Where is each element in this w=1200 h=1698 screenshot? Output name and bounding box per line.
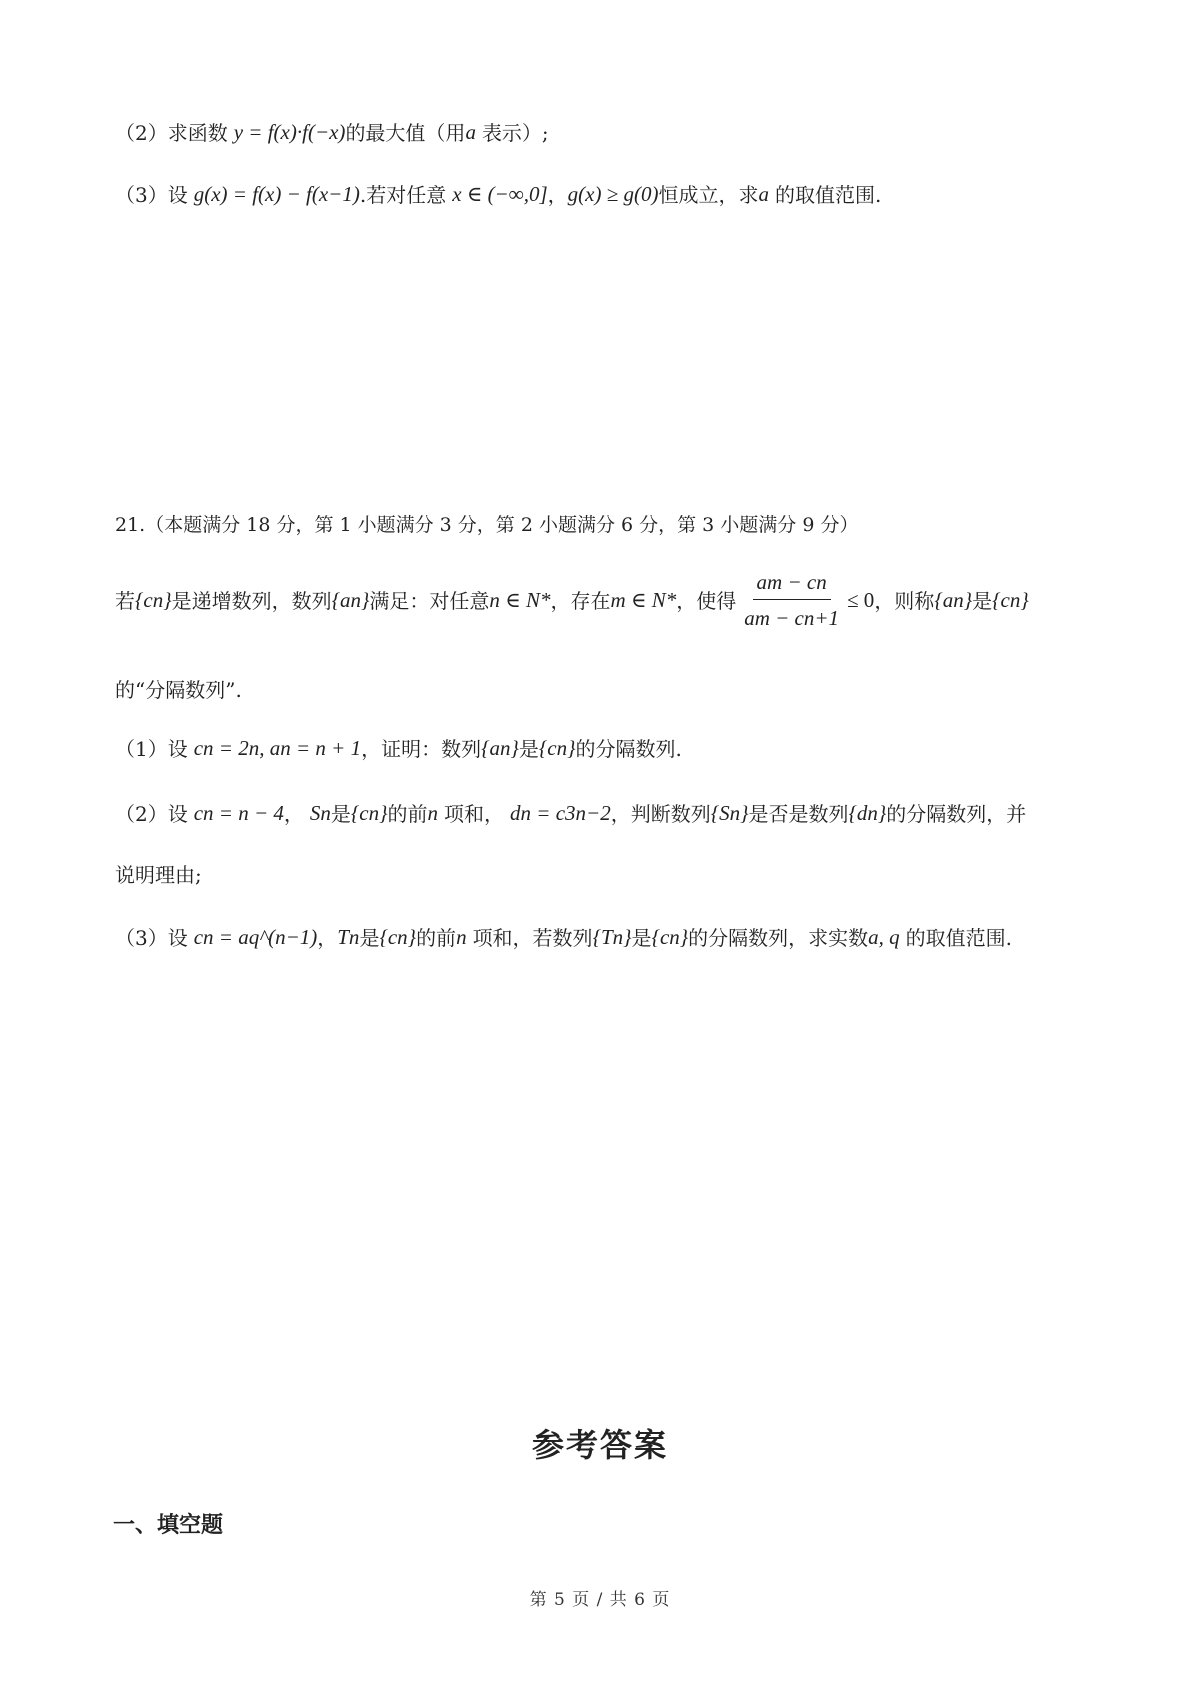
part-label: （1） bbox=[115, 736, 168, 761]
q21-definition bbox=[115, 572, 1029, 629]
text: 满足：对任意 bbox=[369, 588, 490, 613]
q21-part3 bbox=[115, 927, 1012, 948]
text: 若 bbox=[115, 588, 135, 613]
math-expr: m ∈ N* bbox=[610, 588, 677, 612]
text: ， bbox=[547, 182, 568, 207]
text: .若对任意 bbox=[359, 182, 447, 207]
q20-part2 bbox=[115, 122, 549, 143]
text: 项和， bbox=[444, 801, 505, 826]
math-expr: y = f(x)·f(−x) bbox=[233, 120, 346, 144]
math-set: {an} bbox=[481, 736, 519, 760]
q21-header bbox=[115, 516, 858, 535]
fraction-numerator: am − cn bbox=[753, 572, 831, 600]
page-footer: 第 5 页 / 共 6 页 bbox=[529, 1590, 671, 1610]
math-var: n bbox=[456, 925, 467, 949]
math-expr: cn = 2n, an = n + 1 bbox=[193, 736, 362, 760]
math-set: {an} bbox=[331, 588, 370, 612]
text: ，证明：数列 bbox=[361, 736, 482, 761]
q21-part2 bbox=[115, 803, 1026, 824]
text: ， bbox=[283, 801, 304, 826]
text: 的“分隔数列”. bbox=[115, 678, 242, 702]
text: ，存在 bbox=[550, 588, 611, 613]
text: 恒成立，求 bbox=[658, 182, 759, 207]
text: 是 bbox=[359, 925, 380, 950]
text: 的分隔数列，求实数 bbox=[688, 925, 869, 950]
q21-definition-cont bbox=[115, 680, 242, 700]
text: 的前 bbox=[416, 925, 457, 950]
math-expr: n ∈ N* bbox=[489, 588, 551, 612]
math-set: {an} bbox=[934, 588, 973, 612]
text: 的前 bbox=[387, 801, 428, 826]
text: 求函数 bbox=[167, 120, 228, 145]
text: 的取值范围. bbox=[774, 182, 882, 207]
math-set: {cn} bbox=[651, 925, 689, 949]
math-set: {cn} bbox=[379, 925, 417, 949]
math-var: a bbox=[465, 120, 476, 144]
q21-part2-cont bbox=[115, 865, 202, 885]
text: 设 bbox=[167, 182, 188, 207]
text: 表示）; bbox=[481, 120, 549, 145]
math-var: Sn bbox=[309, 801, 331, 825]
q21-part1 bbox=[115, 738, 682, 759]
text: 的分隔数列. bbox=[575, 736, 682, 761]
math-set: {cn} bbox=[135, 588, 172, 612]
text: 是否是数列 bbox=[748, 801, 849, 826]
part-label: （3） bbox=[115, 182, 168, 207]
text: 是 bbox=[518, 736, 539, 761]
answers-title: 参考答案 bbox=[531, 1426, 668, 1464]
text: 设 bbox=[167, 801, 188, 826]
math-expr: x ∈ (−∞,0] bbox=[452, 182, 548, 206]
section-heading: 一、填空题 bbox=[113, 1512, 224, 1538]
math-set: {Tn} bbox=[592, 925, 632, 949]
fraction-denominator: am − cn+1 bbox=[744, 606, 840, 630]
text: ，则称 bbox=[874, 588, 935, 613]
text: 的最大值（用 bbox=[345, 120, 466, 145]
text: 项和，若数列 bbox=[472, 925, 593, 950]
text: 是 bbox=[631, 925, 652, 950]
math-set: {cn} bbox=[992, 588, 1029, 612]
text: ，判断数列 bbox=[610, 801, 711, 826]
math-vars: a, q bbox=[868, 925, 900, 949]
text: 是 bbox=[972, 588, 993, 613]
text: 说明理由; bbox=[115, 863, 202, 887]
part-label: （3） bbox=[115, 925, 168, 950]
math-set: {Sn} bbox=[710, 801, 749, 825]
text: ， bbox=[317, 925, 338, 950]
q20-part3 bbox=[115, 184, 881, 205]
part-label: （2） bbox=[115, 120, 168, 145]
text: 设 bbox=[167, 925, 188, 950]
text: 是递增数列，数列 bbox=[171, 588, 332, 613]
math-var: Tn bbox=[337, 925, 360, 949]
text: 是 bbox=[330, 801, 351, 826]
fraction bbox=[740, 572, 843, 629]
text: 的取值范围. bbox=[905, 925, 1013, 950]
math-expr: g(x) = f(x) − f(x−1) bbox=[193, 182, 360, 206]
part-label: （2） bbox=[115, 801, 168, 826]
math-expr: cn = aq^(n−1) bbox=[193, 925, 318, 949]
math-expr: dn = c3n−2 bbox=[510, 801, 611, 825]
math-set: {cn} bbox=[350, 801, 388, 825]
math-ineq: ≤ 0 bbox=[847, 588, 875, 612]
text: ，使得 bbox=[676, 588, 737, 613]
question-header: 21.（本题满分 18 分，第 1 小题满分 3 分，第 2 小题满分 6 分，第 3 小题满分 9 分） bbox=[115, 514, 859, 536]
math-set: {dn} bbox=[848, 801, 887, 825]
math-set: {cn} bbox=[538, 736, 576, 760]
text: 的分隔数列，并 bbox=[886, 801, 1027, 826]
math-expr: g(x) ≥ g(0) bbox=[567, 182, 659, 206]
math-var: a bbox=[758, 182, 769, 206]
math-var: n bbox=[427, 801, 439, 825]
math-expr: cn = n − 4 bbox=[193, 801, 284, 825]
text: 设 bbox=[167, 736, 188, 761]
